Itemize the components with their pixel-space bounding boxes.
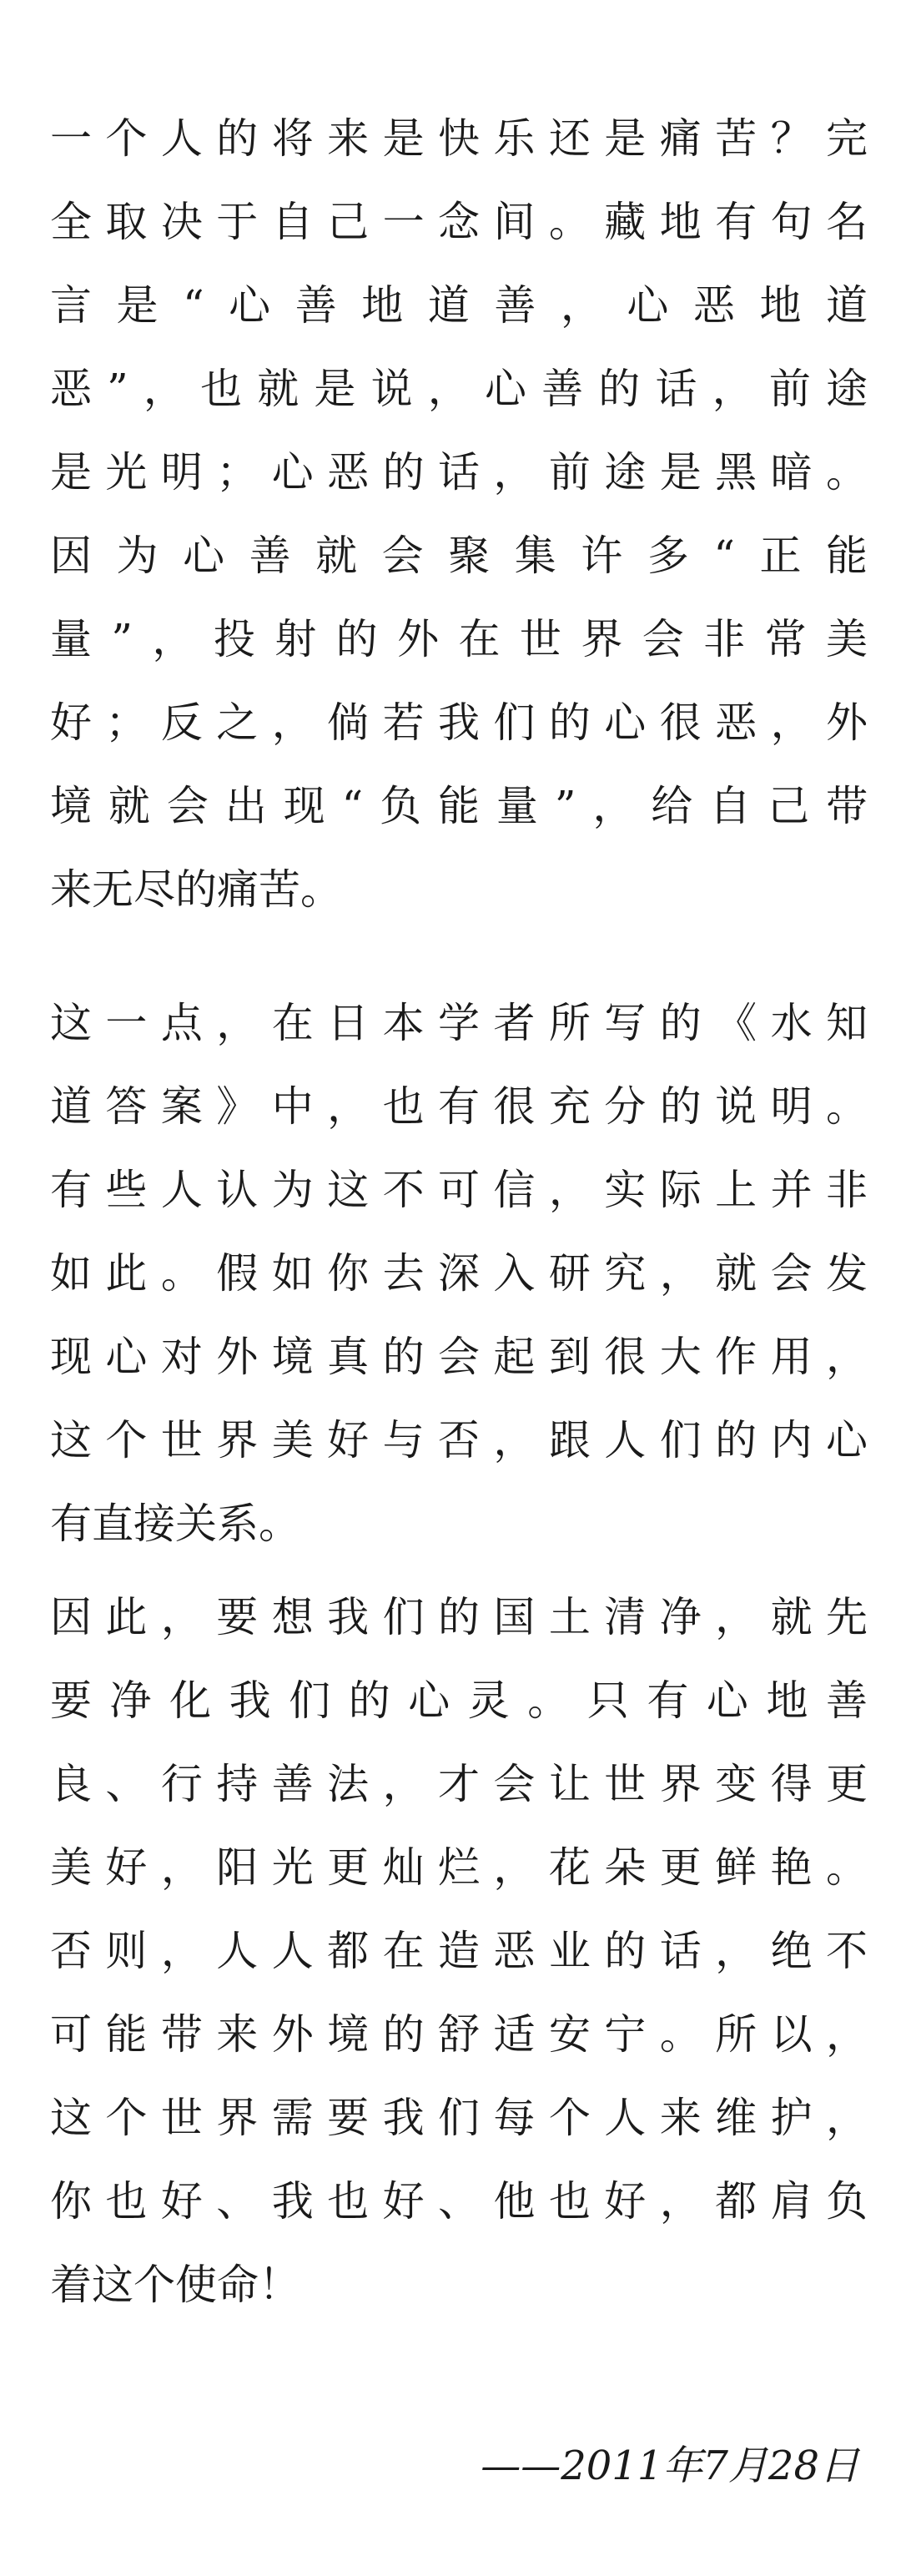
text-line: 这个世界美好与否，跟人们的内心 (50, 1416, 868, 1464)
text-line: 有直接关系。 (50, 1500, 300, 1548)
text-line: 道答案》中，也有很充分的说明。 (50, 1082, 868, 1131)
text-line: 好；反之，倘若我们的心很恶，外 (50, 698, 868, 747)
text-line: 良、行持善法，才会让世界变得更 (50, 1760, 868, 1808)
text-line: 现心对外境真的会起到很大作用， (50, 1333, 868, 1381)
text-line: 美好，阳光更灿烂，花朵更鲜艳。 (50, 1843, 868, 1892)
text-line: 着这个使命！ (50, 2261, 300, 2309)
paragraph-3 (50, 1575, 868, 2326)
text-line: 境就会出现“负能量”，给自己带 (50, 782, 868, 830)
text-line: 因此，要想我们的国土清净，就先 (50, 1593, 868, 1641)
text-line: 有些人认为这不可信，实际上并非 (50, 1166, 868, 1214)
text-line: 恶”，也就是说，心善的话，前途 (50, 365, 868, 413)
text-line: 言是“心善地道善，心恶地道 (50, 281, 868, 330)
text-line: 因为心善就会聚集许多“正能 (50, 532, 868, 580)
paragraph-1 (50, 97, 868, 931)
text-line: 来无尽的痛苦。 (50, 865, 342, 914)
text-line: 是光明；心恶的话，前途是黑暗。 (50, 448, 868, 497)
text-line: 全取决于自己一念间。藏地有句名 (50, 198, 868, 246)
text-line: 如此。假如你去深入研究，就会发 (50, 1249, 868, 1298)
text-line: 要净化我们的心灵。只有心地善 (50, 1676, 868, 1725)
date-signature: ——2011年7月28日 (481, 2442, 859, 2489)
text-line: 你也好、我也好、他也好，都肩负 (50, 2177, 868, 2226)
text-line: 可能带来外境的舒适安宁。所以， (50, 2010, 868, 2059)
text-line: 这个世界需要我们每个人来维护， (50, 2094, 868, 2142)
text-line: 一个人的将来是快乐还是痛苦？完 (50, 114, 868, 163)
text-line: 量”，投射的外在世界会非常美 (50, 615, 868, 663)
text-line: 这一点，在日本学者所写的《水知 (50, 999, 868, 1047)
text-line: 否则，人人都在造恶业的话，绝不 (50, 1927, 868, 1975)
paragraph-2 (50, 981, 868, 1565)
